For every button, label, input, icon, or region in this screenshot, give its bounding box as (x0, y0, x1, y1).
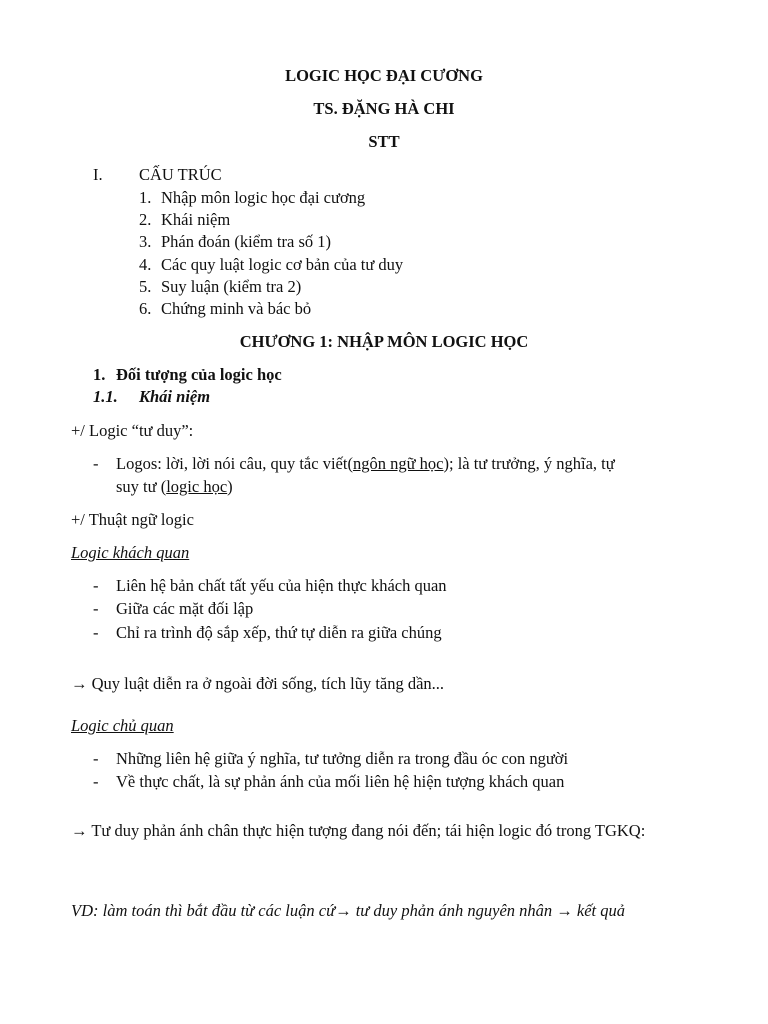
list-item-number: 1. (139, 188, 152, 207)
document-title: LOGIC HỌC ĐẠI CƯƠNG (285, 66, 483, 85)
section-number: 1. (93, 365, 106, 384)
close-paren: ) (227, 477, 233, 496)
list-item: Giữa các mặt đối lập (116, 599, 254, 618)
list-item: Các quy luật logic cơ bản của tư duy (161, 255, 404, 274)
list-item: Nhập môn logic học đại cương (161, 188, 366, 207)
list-item: Chứng minh và bác bỏ (161, 299, 312, 318)
subsection-number: 1.1. (93, 387, 118, 406)
list-item-number: 2. (139, 210, 152, 229)
logos-text-cont: ); là tư trưởng, ý nghĩa, tự (443, 454, 615, 473)
list-item-number: 6. (139, 299, 152, 318)
chapter-title: CHƯƠNG 1: NHẬP MÔN LOGIC HỌC (239, 332, 529, 351)
khach-quan-heading: Logic khách quan (71, 543, 190, 562)
list-item: Chỉ ra trình độ sắp xếp, thứ tự diễn ra giữa chúng (116, 623, 442, 642)
stt-line: STT (368, 132, 400, 151)
list-item: Khái niệm (161, 210, 231, 229)
example-paragraph: VD: làm toán thì bắt đầu từ các luận cứ→ tư duy phản ánh nguyên nhân → kết quả (71, 901, 625, 920)
logic-hoc-term: logic học (166, 477, 228, 496)
logos-line-1 (116, 454, 660, 474)
subsection-title: Khái niệm (139, 387, 211, 406)
list-item: Suy luận (kiểm tra 2) (161, 277, 302, 296)
list-item: Phán đoán (kiểm tra số 1) (161, 232, 332, 251)
bullet-dash: - (93, 623, 99, 642)
section-title: Đối tượng của logic học (116, 365, 282, 384)
structure-heading: CẤU TRÚC (139, 165, 222, 184)
list-item: Về thực chất, là sự phản ánh của mối liên hệ hiện tượng khách quan (116, 772, 565, 791)
bullet-dash: - (93, 599, 99, 618)
thuat-ngu-label: +/ Thuật ngữ logic (71, 510, 194, 529)
suy-tu-text: suy tư ( (116, 477, 167, 496)
chu-quan-conclusion: → Tư duy phản ánh chân thực hiện tượng đang nói đến; tái hiện logic đó trong TGKQ: (71, 821, 646, 840)
list-item-number: 3. (139, 232, 152, 251)
logic-tu-duy-label: +/ Logic “tư duy”: (71, 421, 194, 440)
bullet-dash: - (93, 749, 99, 768)
bullet-dash: - (93, 454, 99, 473)
author-line: TS. ĐẶNG HÀ CHI (313, 99, 455, 118)
khach-quan-conclusion: → Quy luật diễn ra ở ngoài đời sống, tích lũy tăng dần... (71, 674, 445, 693)
list-item: Những liên hệ giữa ý nghĩa, tư tưởng diễn ra trong đầu óc con người (116, 749, 569, 768)
logos-text: Logos: lời, lời nói câu, quy tắc viết( (116, 454, 353, 473)
list-item-number: 5. (139, 277, 152, 296)
bullet-dash: - (93, 576, 99, 595)
bullet-dash: - (93, 772, 99, 791)
list-item-number: 4. (139, 255, 152, 274)
list-item: Liên hệ bản chất tất yếu của hiện thực khách quan (116, 576, 447, 595)
ngon-ngu-hoc-term: ngôn ngữ học (352, 454, 444, 473)
logos-line-2 (116, 477, 233, 497)
roman-numeral: I. (93, 165, 103, 184)
chu-quan-heading: Logic chủ quan (71, 716, 174, 735)
